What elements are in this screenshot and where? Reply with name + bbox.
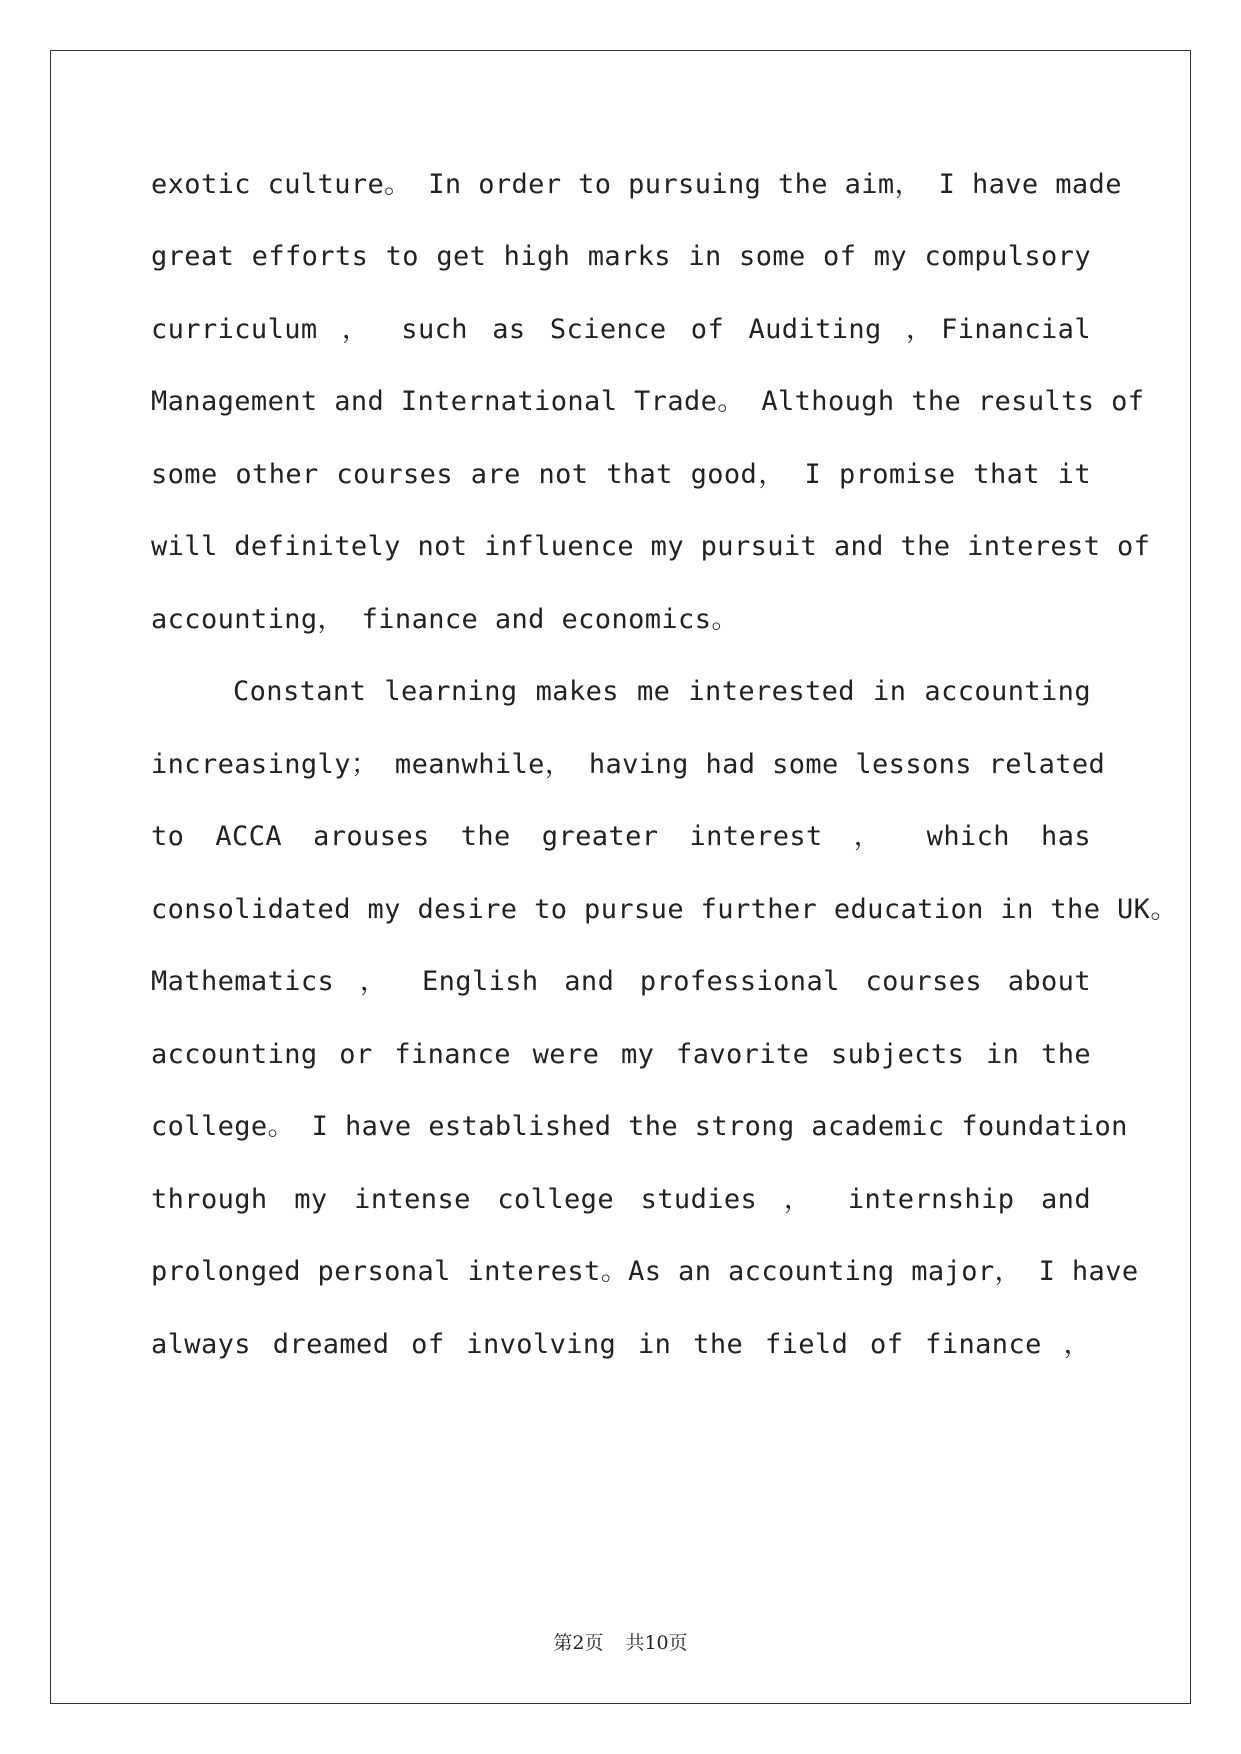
paragraph-first-line: Constant learning makes me interested in accounting — [233, 676, 1091, 707]
text-line: exotic culture。 In order to pursuing the aim， I have made — [151, 169, 1122, 200]
text-line: college。 I have established the strong academic foundation — [151, 1111, 1128, 1142]
text-line: accounting， finance and economics。 — [151, 604, 739, 635]
text-line: accounting or finance were my favorite subjects in the — [151, 1039, 1091, 1070]
text-line: prolonged personal interest。As an accounting major， I have — [151, 1256, 1139, 1287]
text-line: to ACCA arouses the greater interest ， which has — [151, 821, 1091, 852]
page-total: 共10页 — [625, 1632, 688, 1654]
text-line: increasingly； meanwhile， having had some lessons related — [151, 749, 1106, 780]
text-line: some other courses are not that good， I promise that it — [151, 459, 1091, 490]
text-line: will definitely not influence my pursuit and the interest of — [151, 531, 1151, 562]
text-line: through my intense college studies ， internship and — [151, 1184, 1091, 1215]
text-line: great efforts to get high marks in some of my compulsory — [151, 241, 1091, 272]
text-line: Mathematics ， English and professional courses about — [151, 966, 1091, 997]
text-line: consolidated my desire to pursue further education in the UK。 — [151, 894, 1178, 925]
text-line: curriculum ， such as Science of Auditing ，Financial — [151, 314, 1091, 345]
page-number: 第2页 — [553, 1632, 604, 1654]
text-line: Management and International Trade。 Although the results of — [151, 386, 1145, 417]
page-border — [50, 50, 1191, 1704]
text-line: always dreamed of involving in the field of finance ， — [151, 1329, 1091, 1360]
page-footer — [0, 1628, 1241, 1655]
